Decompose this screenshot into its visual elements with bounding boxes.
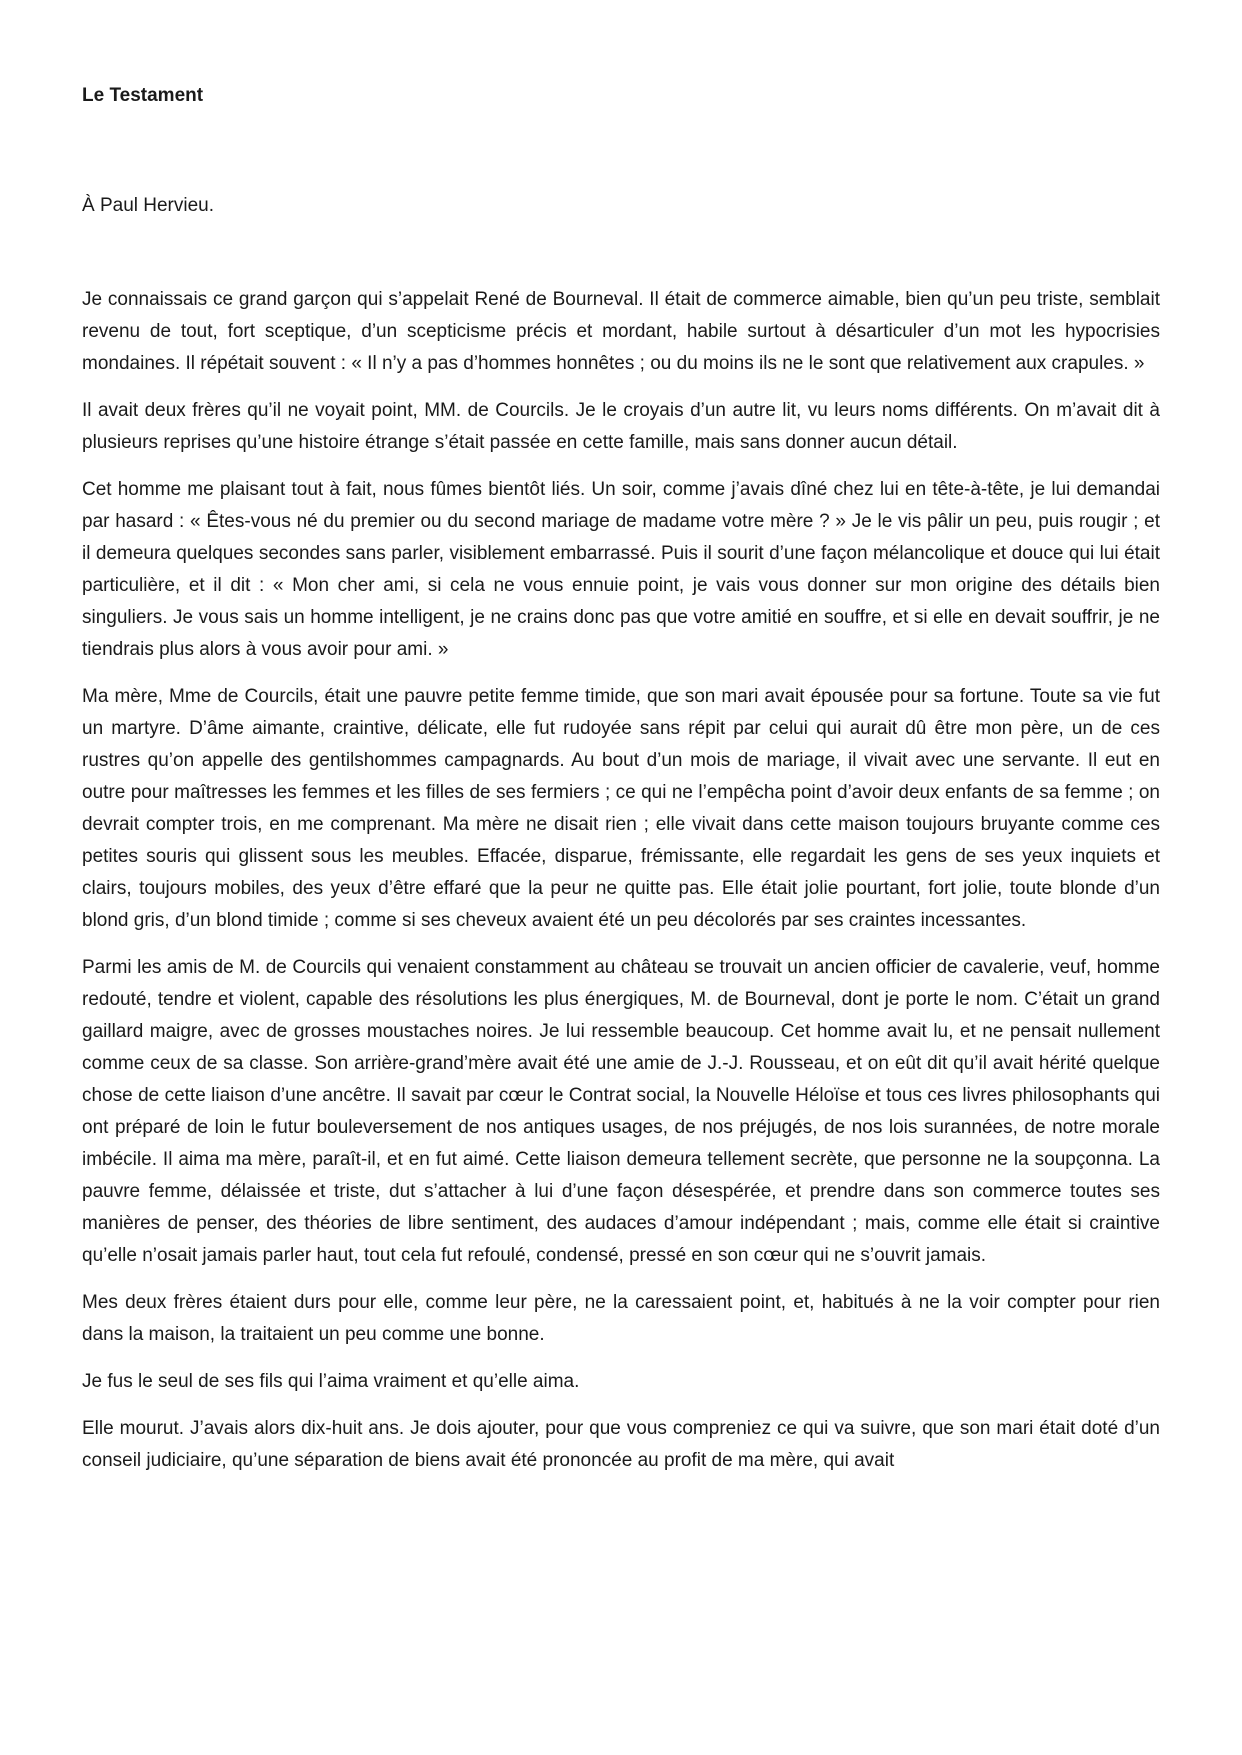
document-body xyxy=(82,284,1160,1492)
paragraph-6: Mes deux frères étaient durs pour elle, comme leur père, ne la caressaient point, et, habitués à ne la voir compter pour rien dans la maison, la traitaient un peu comme une bonne. xyxy=(82,1292,1160,1345)
paragraph-5: Parmi les amis de M. de Courcils qui venaient constamment au château se trouvait un ancien officier de cavalerie, veuf, homme redouté, tendre et violent, capable des résolutions les plus énergiques, M. de Bourneval, dont je porte le nom. C’était un grand gaillard maigre, avec de grosses moustaches noires. Je lui ressemble beaucoup. Cet homme avait lu, et ne pensait nullement comme ceux de sa classe. Son arrière-grand’mère avait été une amie de J.-J. Rousseau, et on eût dit qu’il avait hérité quelque chose de cette liaison d’une ancêtre. Il savait par cœur le Contrat social, la Nouvelle Héloïse et tous ces livres philosophants qui ont préparé de loin le futur bouleversement de nos antiques usages, de nos préjugés, de nos lois surannées, de notre morale imbécile. Il aima ma mère, paraît-il, et en fut aimé. Cette liaison demeura tellement secrète, que personne ne la soupçonna. La pauvre femme, délaissée et triste, dut s’attacher à lui d’une façon désespérée, et prendre dans son commerce toutes ses manières de penser, des théories de libre sentiment, des audaces d’amour indépendant ; mais, comme elle était si craintive qu’elle n’osait jamais parler haut, tout cela fut refoulé, condensé, pressé en son cœur qui ne s’ouvrit jamais. xyxy=(82,957,1160,1266)
paragraph-1: Je connaissais ce grand garçon qui s’appelait René de Bourneval. Il était de commerce aimable, bien qu’un peu triste, semblait revenu de tout, fort sceptique, d’un scepticisme précis et mordant, habile surtout à désarticuler d’un mot les hypocrisies mondaines. Il répétait souvent : « Il n’y a pas d’hommes honnêtes ; ou du moins ils ne le sont que relativement aux crapules. » xyxy=(82,289,1160,374)
paragraph-3: Cet homme me plaisant tout à fait, nous fûmes bientôt liés. Un soir, comme j’avais dîné chez lui en tête-à-tête, je lui demandai par hasard : « Êtes-vous né du premier ou du second mariage de madame votre mère ? » Je le vis pâlir un peu, puis rougir ; et il demeura quelques secondes sans parler, visiblement embarrassé. Puis il sourit d’une façon mélancolique et douce qui lui était particulière, et il dit : « Mon cher ami, si cela ne vous ennuie point, je vais vous donner sur mon origine des détails bien singuliers. Je vous sais un homme intelligent, je ne crains donc pas que votre amitié en souffre, et si elle en devait souffrir, je ne tiendrais plus alors à vous avoir pour ami. » xyxy=(82,479,1160,660)
paragraph-4: Ma mère, Mme de Courcils, était une pauvre petite femme timide, que son mari avait épousée pour sa fortune. Toute sa vie fut un martyre. D’âme aimante, craintive, délicate, elle fut rudoyée sans répit par celui qui aurait dû être mon père, un de ces rustres qu’on appelle des gentilshommes campagnards. Au bout d’un mois de mariage, il vivait avec une servante. Il eut en outre pour maîtresses les femmes et les filles de ses fermiers ; ce qui ne l’empêcha point d’avoir deux enfants de sa femme ; on devrait compter trois, en me comprenant. Ma mère ne disait rien ; elle vivait dans cette maison toujours bruyante comme ces petites souris qui glissent sous les meubles. Effacée, disparue, frémissante, elle regardait les gens de ses yeux inquiets et clairs, toujours mobiles, des yeux d’être effaré que la peur ne quitte pas. Elle était jolie pourtant, fort jolie, toute blonde d’un blond gris, d’un blond timide ; comme si ses cheveux avaient été un peu décolorés par ses craintes incessantes. xyxy=(82,686,1160,931)
document-title: Le Testament xyxy=(82,85,204,106)
paragraph-2: Il avait deux frères qu’il ne voyait point, MM. de Courcils. Je le croyais d’un autre lit, vu leurs noms différents. On m’avait dit à plusieurs reprises qu’une histoire étrange s’était passée en cette famille, mais sans donner aucun détail. xyxy=(82,400,1160,453)
paragraph-8: Elle mourut. J’avais alors dix-huit ans. Je dois ajouter, pour que vous compreniez ce qui va suivre, que son mari était doté d’un conseil judiciaire, qu’une séparation de biens avait été prononcée au profit de ma mère, qui avait xyxy=(82,1418,1160,1471)
dedication: À Paul Hervieu. xyxy=(82,195,215,216)
paragraph-7: Je fus le seul de ses fils qui l’aima vraiment et qu’elle aima. xyxy=(82,1371,580,1392)
